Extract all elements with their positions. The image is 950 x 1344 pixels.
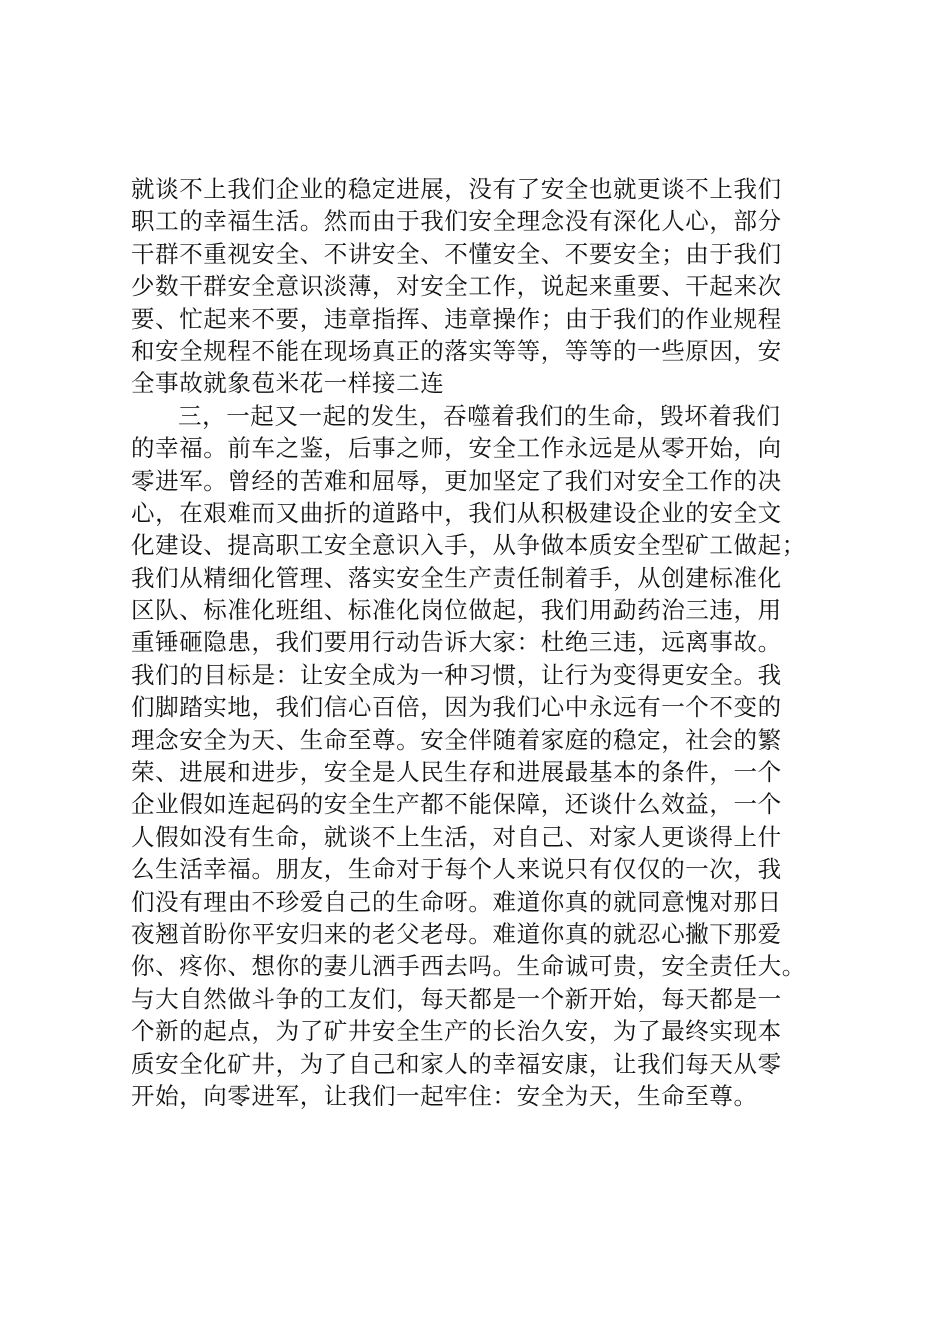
text-line: 零进军。曾经的苦难和屈辱，更加坚定了我们对安全工作的决 bbox=[131, 466, 782, 495]
text-line: 干群不重视安全、不讲安全、不懂安全、不要安全；由于我们 bbox=[131, 239, 782, 268]
paragraph-2 bbox=[131, 400, 841, 1113]
text-line: 我们的目标是：让安全成为一种习惯，让行为变得更安全。我 bbox=[131, 660, 782, 689]
text-line: 少数干群安全意识淡薄，对安全工作，说起来重要、干起来次 bbox=[131, 272, 782, 301]
text-line: 和安全规程不能在现场真正的落实等等，等等的一些原因，安 bbox=[131, 336, 782, 365]
text-line: 荣、进展和进步，安全是人民生存和进展最基本的条件，一个 bbox=[131, 758, 782, 787]
text-line: 要、忙起来不要，违章指挥、违章操作；由于我们的作业规程 bbox=[131, 304, 782, 333]
text-line: 的幸福。前车之鉴，后事之师，安全工作永远是从零开始，向 bbox=[131, 434, 782, 463]
text-line: 们没有理由不珍爱自己的生命呀。难道你真的就同意愧对那日 bbox=[131, 887, 782, 916]
text-line: 重锤砸隐患，我们要用行动告诉大家：杜绝三违，远离事故。 bbox=[131, 628, 782, 657]
paragraph-1 bbox=[131, 173, 841, 400]
text-line: 企业假如连起码的安全生产都不能保障，还谈什么效益，一个 bbox=[131, 790, 782, 819]
text-line: 个新的起点，为了矿井安全生产的长治久安，为了最终实现本 bbox=[131, 1017, 782, 1046]
body-text bbox=[131, 173, 841, 1112]
text-line: 全事故就象苞米花一样接二连 bbox=[131, 369, 445, 398]
text-line: 们脚踏实地，我们信心百倍，因为我们心中永远有一个不变的 bbox=[131, 693, 782, 722]
text-line: 人假如没有生命，就谈不上生活，对自己、对家人更谈得上什 bbox=[131, 822, 782, 851]
text-line: 夜翘首盼你平安归来的老父老母。难道你真的就忍心撇下那爱 bbox=[131, 919, 782, 948]
text-line: 区队、标准化班组、标准化岗位做起，我们用勐药治三违，用 bbox=[131, 596, 782, 625]
text-line: 你、疼你、想你的妻儿洒手西去吗。生命诚可贵，安全责任大。 bbox=[131, 952, 806, 981]
text-line: 么生活幸福。朋友，生命对于每个人来说只有仅仅的一次，我 bbox=[131, 855, 782, 884]
text-line-indented: 三，一起又一起的发生，吞噬着我们的生命，毁坏着我们 bbox=[178, 401, 781, 430]
text-line: 化建设、提高职工安全意识入手，从争做本质安全型矿工做起； bbox=[131, 531, 806, 560]
text-line: 质安全化矿井，为了自己和家人的幸福安康，让我们每天从零 bbox=[131, 1049, 782, 1078]
text-line: 就谈不上我们企业的稳定进展，没有了安全也就更谈不上我们 bbox=[131, 175, 782, 203]
text-line: 心，在艰难而又曲折的道路中，我们从积极建设企业的安全文 bbox=[131, 498, 782, 527]
text-line: 我们从精细化管理、落实安全生产责任制着手，从创建标准化 bbox=[131, 563, 782, 592]
text-line: 与大自然做斗争的工友们，每天都是一个新开始，每天都是一 bbox=[131, 984, 782, 1013]
text-line: 理念安全为天、生命至尊。安全伴随着家庭的稳定，社会的繁 bbox=[131, 725, 782, 754]
text-line: 开始，向零进军，让我们一起牢住：安全为天，生命至尊。 bbox=[131, 1081, 758, 1110]
text-line: 职工的幸福生活。然而由于我们安全理念没有深化人心，部分 bbox=[131, 207, 782, 236]
